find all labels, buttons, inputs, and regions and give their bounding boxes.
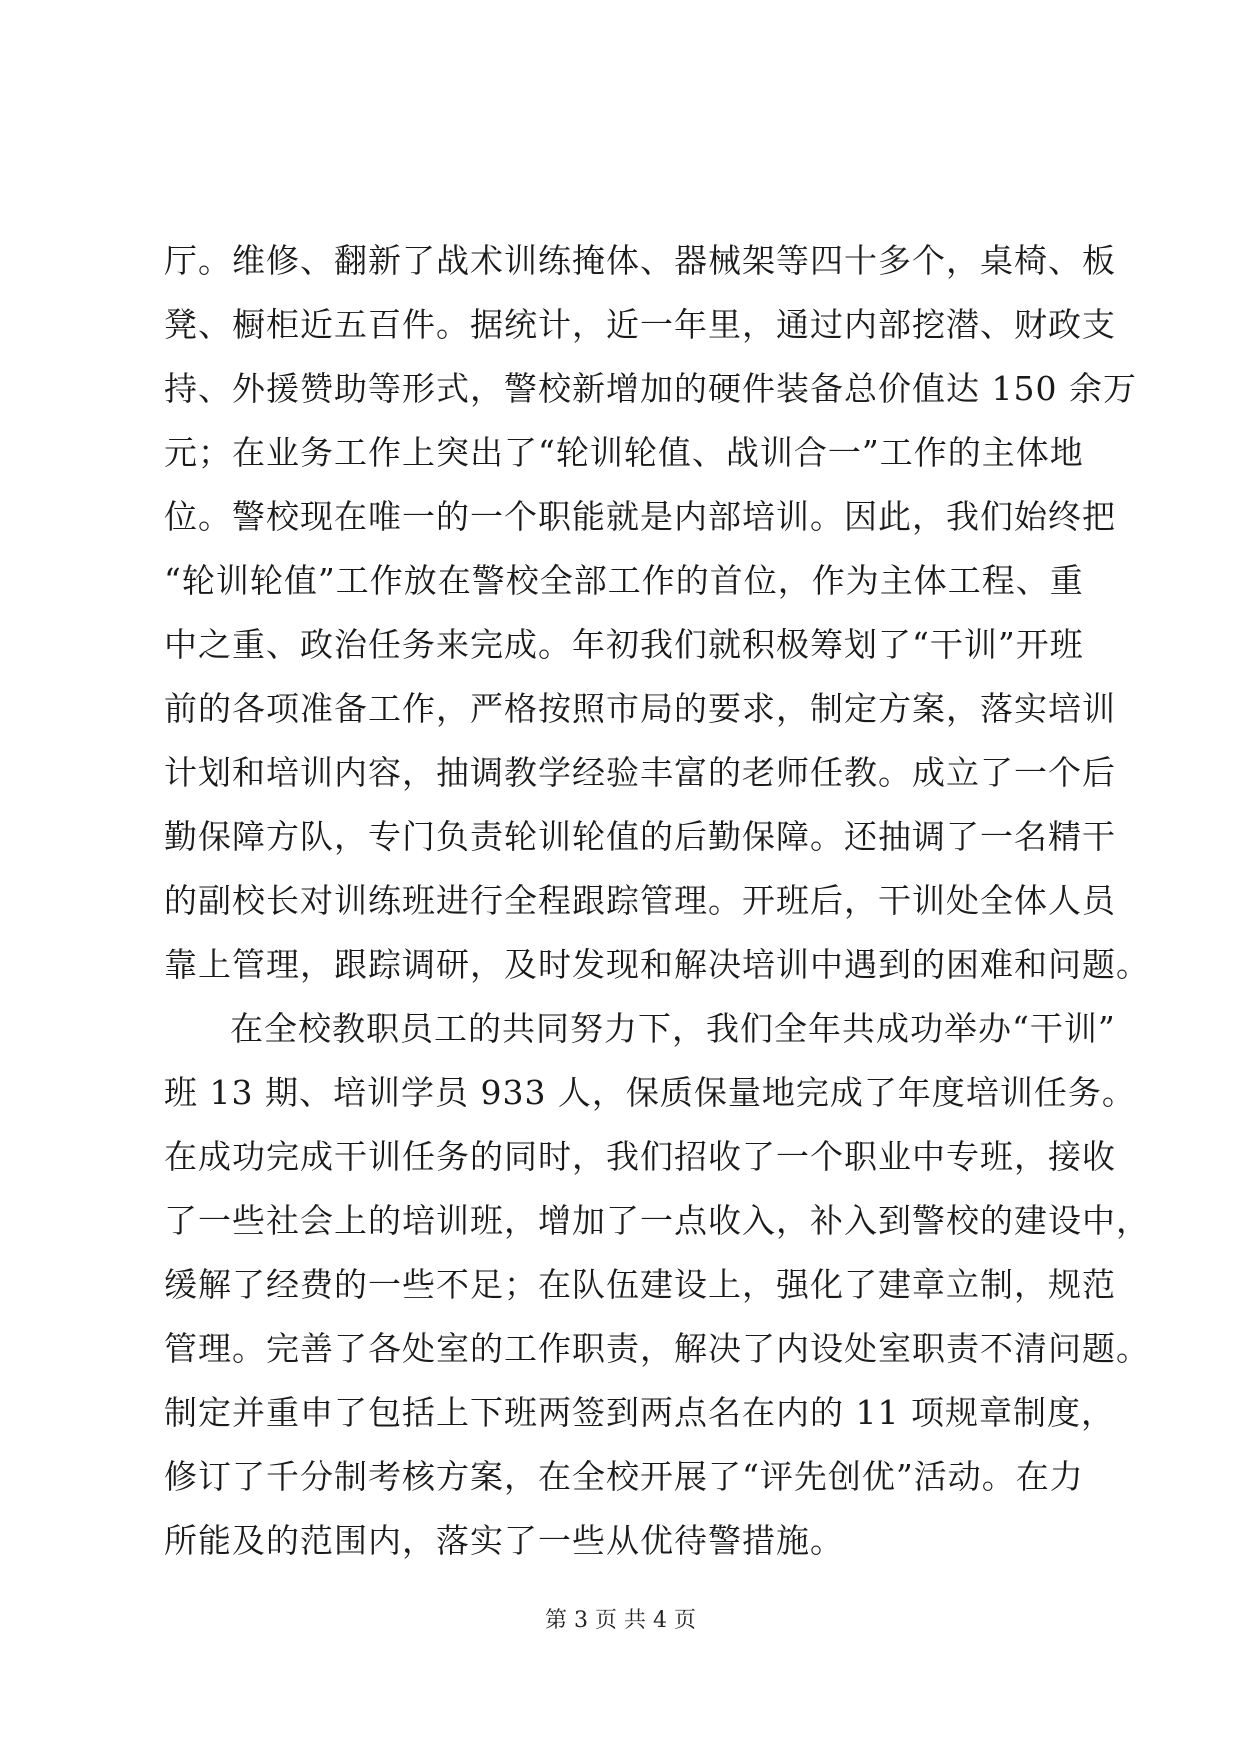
- body-text: [164, 229, 1150, 1573]
- text-line: 靠上管理，跟踪调研，及时发现和解决培训中遇到的困难和问题。: [164, 945, 1150, 984]
- text-line: 厅。维修、翻新了战术训练掩体、器械架等四十多个，桌椅、板: [164, 241, 1116, 280]
- text-line: 前的各项准备工作，严格按照市局的要求，制定方案，落实培训: [164, 689, 1116, 728]
- text-line: 修订了千分制考核方案，在全校开展了“评先创优”活动。在力: [164, 1457, 1084, 1496]
- page-footer: [0, 1607, 1241, 1635]
- text-line: 中之重、政治任务来完成。年初我们就积极筹划了“干训”开班: [164, 625, 1084, 664]
- text-line: 位。警校现在唯一的一个职能就是内部培训。因此，我们始终把: [164, 497, 1116, 536]
- text-line: 班 13 期、培训学员 933 人，保质保量地完成了年度培训任务。: [164, 1073, 1136, 1112]
- text-line: 凳、橱柜近五百件。据统计，近一年里，通过内部挖潜、财政支: [164, 305, 1116, 344]
- text-line: 管理。完善了各处室的工作职责，解决了内设处室职责不清问题。: [164, 1329, 1150, 1368]
- text-line: 制定并重申了包括上下班两签到两点名在内的 11 项规章制度，: [164, 1393, 1115, 1432]
- text-line: 勤保障方队，专门负责轮训轮值的后勤保障。还抽调了一名精干: [164, 817, 1116, 856]
- text-line: 在成功完成干训任务的同时，我们招收了一个职业中专班，接收: [164, 1137, 1116, 1176]
- text-line: 计划和培训内容，抽调教学经验丰富的老师任教。成立了一个后: [164, 753, 1116, 792]
- text-line: 缓解了经费的一些不足；在队伍建设上，强化了建章立制，规范: [164, 1265, 1116, 1304]
- paragraph-first-line: 在全校教职员工的共同努力下，我们全年共成功举办“干训”: [230, 1009, 1116, 1048]
- text-line: 了一些社会上的培训班，增加了一点收入，补入到警校的建设中，: [164, 1201, 1150, 1240]
- text-line: 元；在业务工作上突出了“轮训轮值、战训合一”工作的主体地: [164, 433, 1084, 472]
- text-line: 的副校长对训练班进行全程跟踪管理。开班后，干训处全体人员: [164, 881, 1116, 920]
- text-line: 持、外援赞助等形式，警校新增加的硬件装备总价值达 150 余万: [164, 369, 1137, 408]
- text-line: 所能及的范围内，落实了一些从优待警措施。: [164, 1521, 844, 1560]
- page-number-label: 第 3 页 共 4 页: [545, 1608, 696, 1633]
- text-line: “轮训轮值”工作放在警校全部工作的首位，作为主体工程、重: [164, 561, 1084, 600]
